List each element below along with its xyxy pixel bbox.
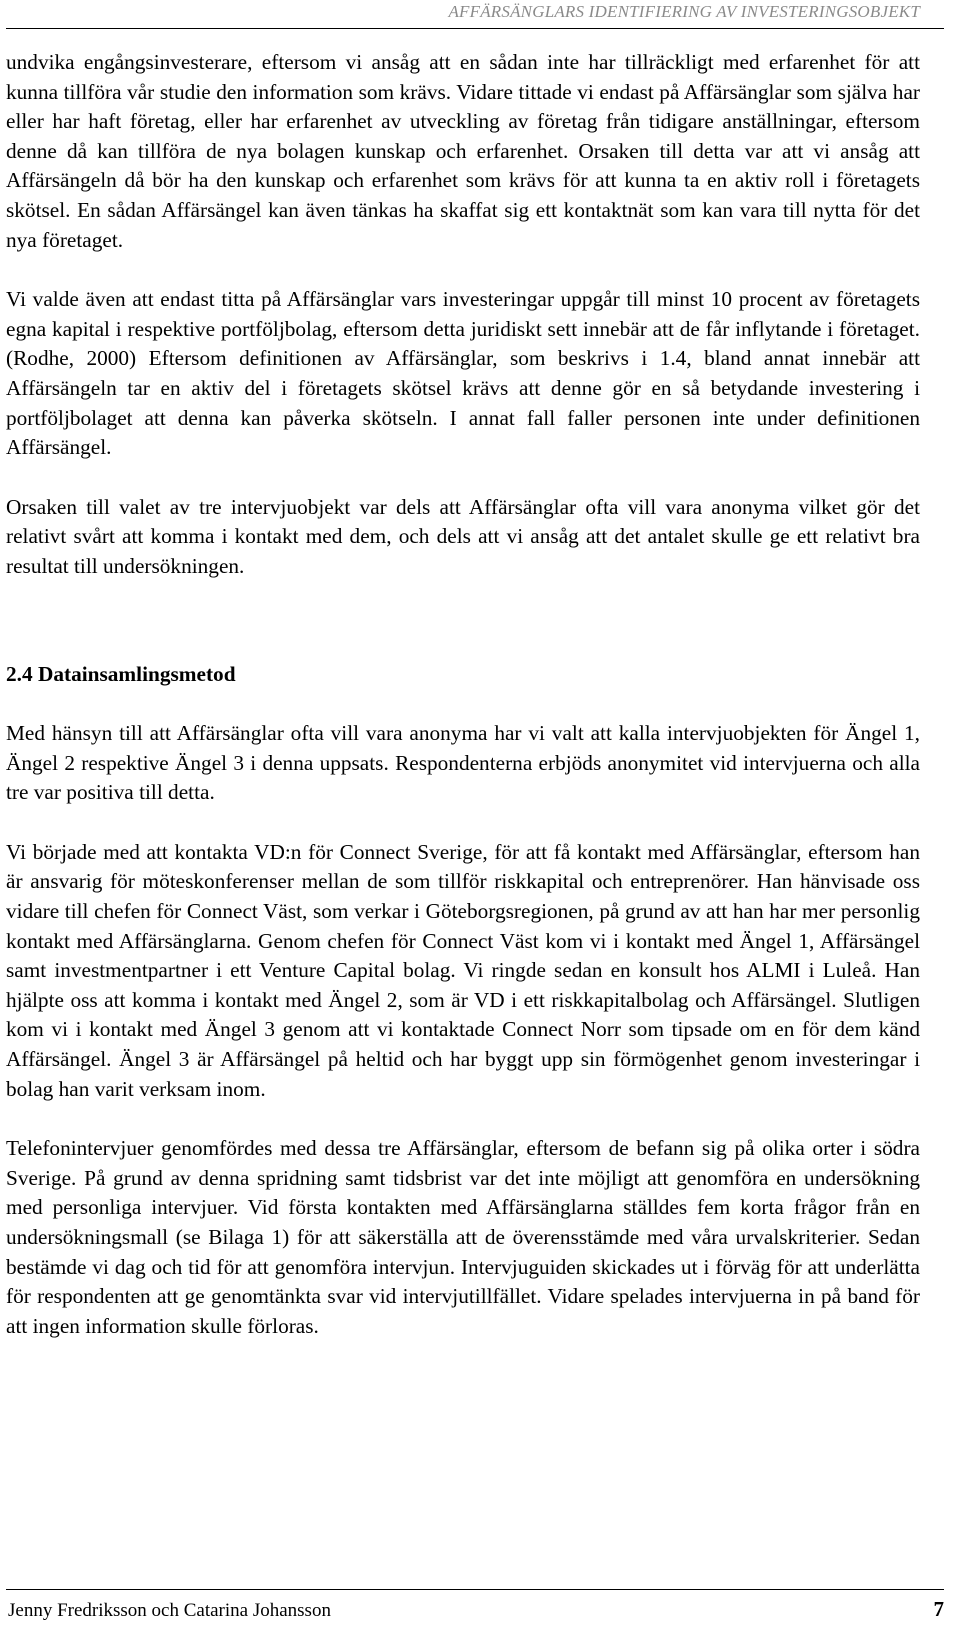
document-body (6, 48, 920, 1341)
paragraph-telephone-interviews: Telefonintervjuer genomfördes med dessa tre Affärsänglar, eftersom de befann sig på olika orter i södra Sverige. På grund av denna spridning samt tidsbrist var det inte möjligt att genomföra en undersökning med personliga intervjuer. Vid första kontakten med Affärsänglarna ställdes fem korta frågor från en undersökningsmall (se Bilaga 1) för att säkerställa att de överensstämde med våra urvalskriterier. Sedan bestämde vi dag och tid för att genomföra intervjun. Intervjuguiden skickades ut i förväg för att underlätta för respondenten att ge genomtänkta svar vid intervjutillfället. Vidare spelades intervjuerna in på band för att ingen information skulle förloras. (6, 1136, 920, 1338)
paragraph-spacer (6, 463, 920, 493)
section-heading: 2.4 Datainsamlingsmetod (6, 661, 236, 686)
running-header-title: AFFÄRSÄNGLARS IDENTIFIERING AV INVESTERINGSOBJEKT (448, 2, 920, 21)
paragraph-anonymity: Med hänsyn till att Affärsänglar ofta vill vara anonyma har vi valt att kalla intervjuobjekten för Ängel 1, Ängel 2 respektive Ängel 3 i denna uppsats. Respondenterna erbjöds anonymitet vid intervjuerna och alla tre var positiva till detta. (6, 721, 920, 805)
footer-authors: Jenny Fredriksson och Catarina Johansson (8, 1600, 331, 1621)
footer-divider (6, 1589, 944, 1590)
paragraph-spacer (6, 808, 920, 838)
paragraph-spacer (6, 1104, 920, 1134)
paragraph-spacer (6, 255, 920, 285)
page-number: 7 (933, 1597, 944, 1621)
paragraph-spacer (6, 582, 920, 660)
paragraph-selection-criteria: undvika engångsinvesterare, eftersom vi ansåg att en sådan inte har tillräckligt med erfarenhet för att kunna tillföra vår studie den information som krävs. Vidare tittade vi endast på Affärsänglar som själva har eller har haft företag, eller har erfarenhet av utveckling av företag från tidigare anställningar, eftersom denne då kan tillföra de nya bolagen kunskap och erfarenhet. Orsaken till detta var att vi ansåg att Affärsängeln då bör ha den kunskap och erfarenhet som krävs för att kunna ta en aktiv roll i företagets skötsel. En sådan Affärsängel kan även tänkas ha skaffat sig ett kontaktnät som kan vara till nytta för det nya företaget. (6, 50, 920, 252)
page-header (0, 0, 960, 26)
paragraph-contact-process: Vi började med att kontakta VD:n för Connect Sverige, för att få kontakt med Affärsänglar, eftersom han är ansvarig för möteskonferenser mellan de som tillför riskkapital och entreprenörer. Han hänvisade oss vidare till chefen för Connect Väst, som verkar i Göteborgsregionen, på grund av att han har mer personlig kontakt med Affärsänglarna. Genom chefen för Connect Väst kom vi i kontakt med Ängel 1, Affärsängel samt investmentpartner i ett Venture Capital bolag. Vi ringde sedan en konsult hos ALMI i Luleå. Han hjälpte oss att komma i kontakt med Ängel 2, som är VD i ett riskkapitalbolag och Affärsängel. Slutligen kom vi i kontakt med Ängel 3 genom att vi kontaktade Connect Norr som tipsade om en för dem känd Affärsängel. Ängel 3 är Affärsängel på heltid och har byggt upp sin förmögenhet genom investeringar i bolag han varit verksam inom. (6, 839, 920, 1101)
paragraph-number-of-interviewees: Orsaken till valet av tre intervjuobjekt var dels att Affärsänglar ofta vill vara anonyma vilket gör det relativt svårt att komma i kontakt med dem, och dels att vi ansåg att det antalet skulle ge ett relativt bra resultat till undersökningen. (6, 494, 920, 578)
paragraph-investment-threshold: Vi valde även att endast titta på Affärsänglar vars investeringar uppgår till minst 10 procent av företagets egna kapital i respektive portföljbolag, eftersom detta juridiskt sett innebär att de får inflytande i företaget. (Rodhe, 2000) Eftersom definitionen av Affärsänglar, som beskrivs i 1.4, bland annat innebär att Affärsängeln tar en aktiv del i företagets skötsel krävs att denne gör en så betydande investering i portföljbolaget att denna kan påverka skötseln. I annat fall faller personen inte under definitionen Affärsängel. (6, 287, 920, 460)
header-divider (6, 28, 944, 29)
paragraph-spacer (6, 689, 920, 719)
page-footer (6, 1589, 944, 1629)
